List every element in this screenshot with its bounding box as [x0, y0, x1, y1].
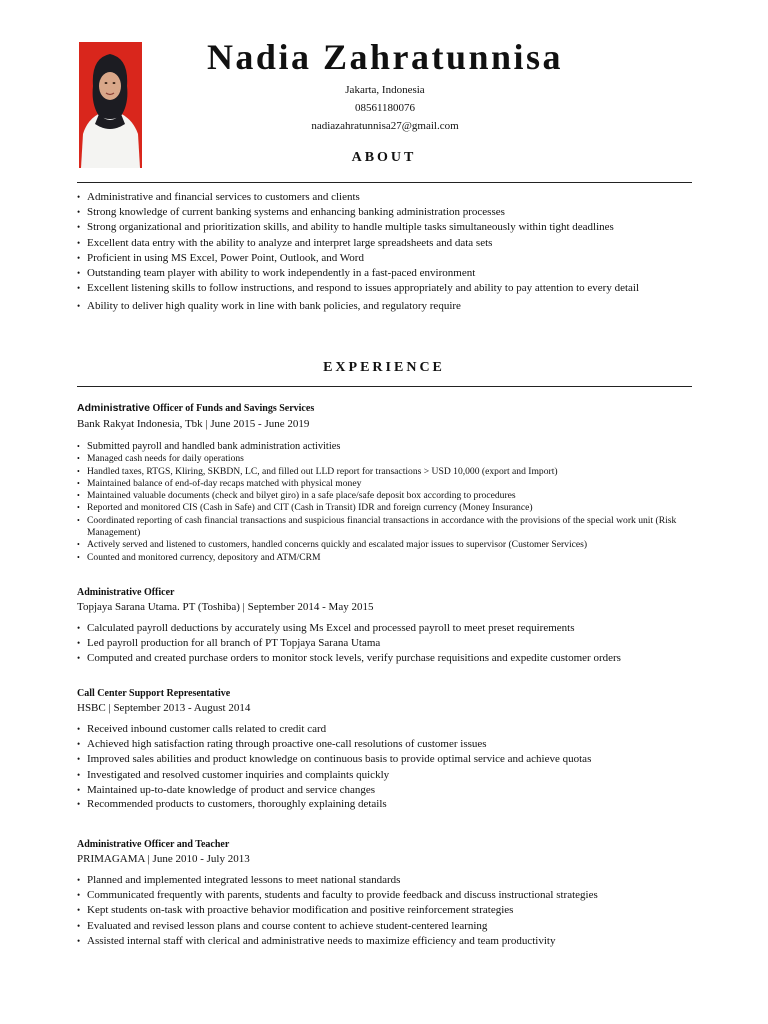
about-list	[77, 190, 692, 315]
job-duties-list	[77, 441, 692, 564]
location-text: Jakarta, Indonesia	[345, 84, 425, 96]
phone-text: 08561180076	[354, 102, 416, 114]
job-title: Call Center Support Representative	[77, 688, 231, 699]
duty-item: • Communicated frequently with parents, students and faculty to provide feedback and discuss instructional strategies	[77, 888, 692, 903]
candidate-name: Nadia Zahratunnisa	[206, 37, 564, 77]
experience-divider	[77, 386, 692, 387]
job-title-rest: Officer of Funds and Savings Services	[152, 403, 315, 414]
about-item: • Outstanding team player with ability to work independently in a fast-paced environment	[77, 266, 692, 281]
job-duties-list	[77, 873, 692, 949]
duty-item: • Maintained balance of end-of-day recaps matched with physical money	[77, 478, 692, 490]
experience-heading: EXPERIENCE	[323, 360, 445, 375]
about-item: • Excellent listening skills to follow instructions, and respond to issues appropriately and ability to pay attention to every detail	[77, 281, 692, 296]
about-item: • Proficient in using MS Excel, Power Point, Outlook, and Word	[77, 251, 692, 266]
duty-item: • Assisted internal staff with clerical and administrative needs to maximize efficiency and team productivity	[77, 934, 692, 949]
about-item: • Administrative and financial services to customers and clients	[77, 190, 692, 205]
duty-item: • Maintained up-to-date knowledge of product and service changes	[77, 783, 692, 797]
about-item: • Ability to deliver high quality work in line with bank policies, and regulatory require	[77, 299, 692, 314]
duty-item: • Received inbound customer calls related to credit card	[77, 722, 692, 737]
job-title-lead: Administrative	[77, 402, 150, 414]
job-employer-dates: HSBC | September 2013 - August 2014	[77, 702, 251, 714]
job-title: Administrative Officer and Teacher	[77, 839, 230, 850]
duty-item: • Improved sales abilities and product knowledge on continuous basis to provide optimal service and achieve quotas	[77, 752, 692, 767]
duty-item: • Evaluated and revised lesson plans and course content to achieve student-centered learning	[77, 919, 692, 934]
duty-item: • Computed and created purchase orders to monitor stock levels, verify purchase requisitions and expedite customer orders	[77, 651, 692, 666]
duty-item: • Planned and implemented integrated lessons to meet national standards	[77, 873, 692, 888]
duty-item: • Handled taxes, RTGS, Kliring, SKBDN, LC, and filled out LLD report for transactions > USD 10,000 (export and Import)	[77, 466, 692, 478]
about-heading: ABOUT	[351, 150, 417, 165]
email-text: nadiazahratunnisa27@gmail.com	[311, 120, 459, 132]
about-divider	[77, 182, 692, 183]
job-title	[77, 402, 314, 414]
duty-item: • Reported and monitored CIS (Cash in Safe) and CIT (Cash in Transit) IDR and foreign currency (Money Insurance)	[77, 502, 692, 514]
job-employer-dates: Topjaya Sarana Utama. PT (Toshiba) | September 2014 - May 2015	[77, 601, 374, 613]
job-duties-list	[77, 621, 692, 667]
job-title: Administrative Officer	[77, 587, 175, 598]
about-item: • Excellent data entry with the ability to analyze and interpret large spreadsheets and data sets	[77, 236, 692, 251]
duty-item: • Actively served and listened to customers, handled concerns quickly and escalated major issues to supervisor (Customer Services)	[77, 539, 692, 551]
about-item: • Strong knowledge of current banking systems and enhancing banking administration processes	[77, 205, 692, 220]
duty-item: • Investigated and resolved customer inquiries and complaints quickly	[77, 768, 692, 783]
job-duties-list	[77, 722, 692, 812]
duty-item: • Submitted payroll and handled bank administration activities	[77, 441, 692, 453]
duty-item: • Recommended products to customers, thoroughly explaining details	[77, 797, 692, 812]
duty-item: • Led payroll production for all branch of PT Topjaya Sarana Utama	[77, 636, 692, 651]
duty-item: • Achieved high satisfaction rating through proactive one-call resolutions of customer issues	[77, 737, 692, 752]
duty-item: • Coordinated reporting of cash financial transactions and suspicious financial transactions in accordance with the provisions of the special work unit (Risk Management)	[77, 515, 692, 540]
duty-item: • Kept students on-task with proactive behavior modification and positive reinforcement strategies	[77, 903, 692, 918]
duty-item: • Managed cash needs for daily operations	[77, 453, 692, 465]
duty-item: • Maintained valuable documents (check and bilyet giro) in a safe place/safe deposit box according to procedures	[77, 490, 692, 502]
job-employer-dates: PRIMAGAMA | June 2010 - July 2013	[77, 853, 250, 865]
duty-item: • Calculated payroll deductions by accurately using Ms Excel and processed payroll to meet preset requirements	[77, 621, 692, 636]
job-employer-dates: Bank Rakyat Indonesia, Tbk | June 2015 - June 2019	[77, 418, 310, 430]
about-item: • Strong organizational and prioritization skills, and ability to handle multiple tasks simultaneously within tight deadlines	[77, 220, 692, 235]
duty-item: • Counted and monitored currency, depository and ATM/CRM	[77, 552, 692, 564]
